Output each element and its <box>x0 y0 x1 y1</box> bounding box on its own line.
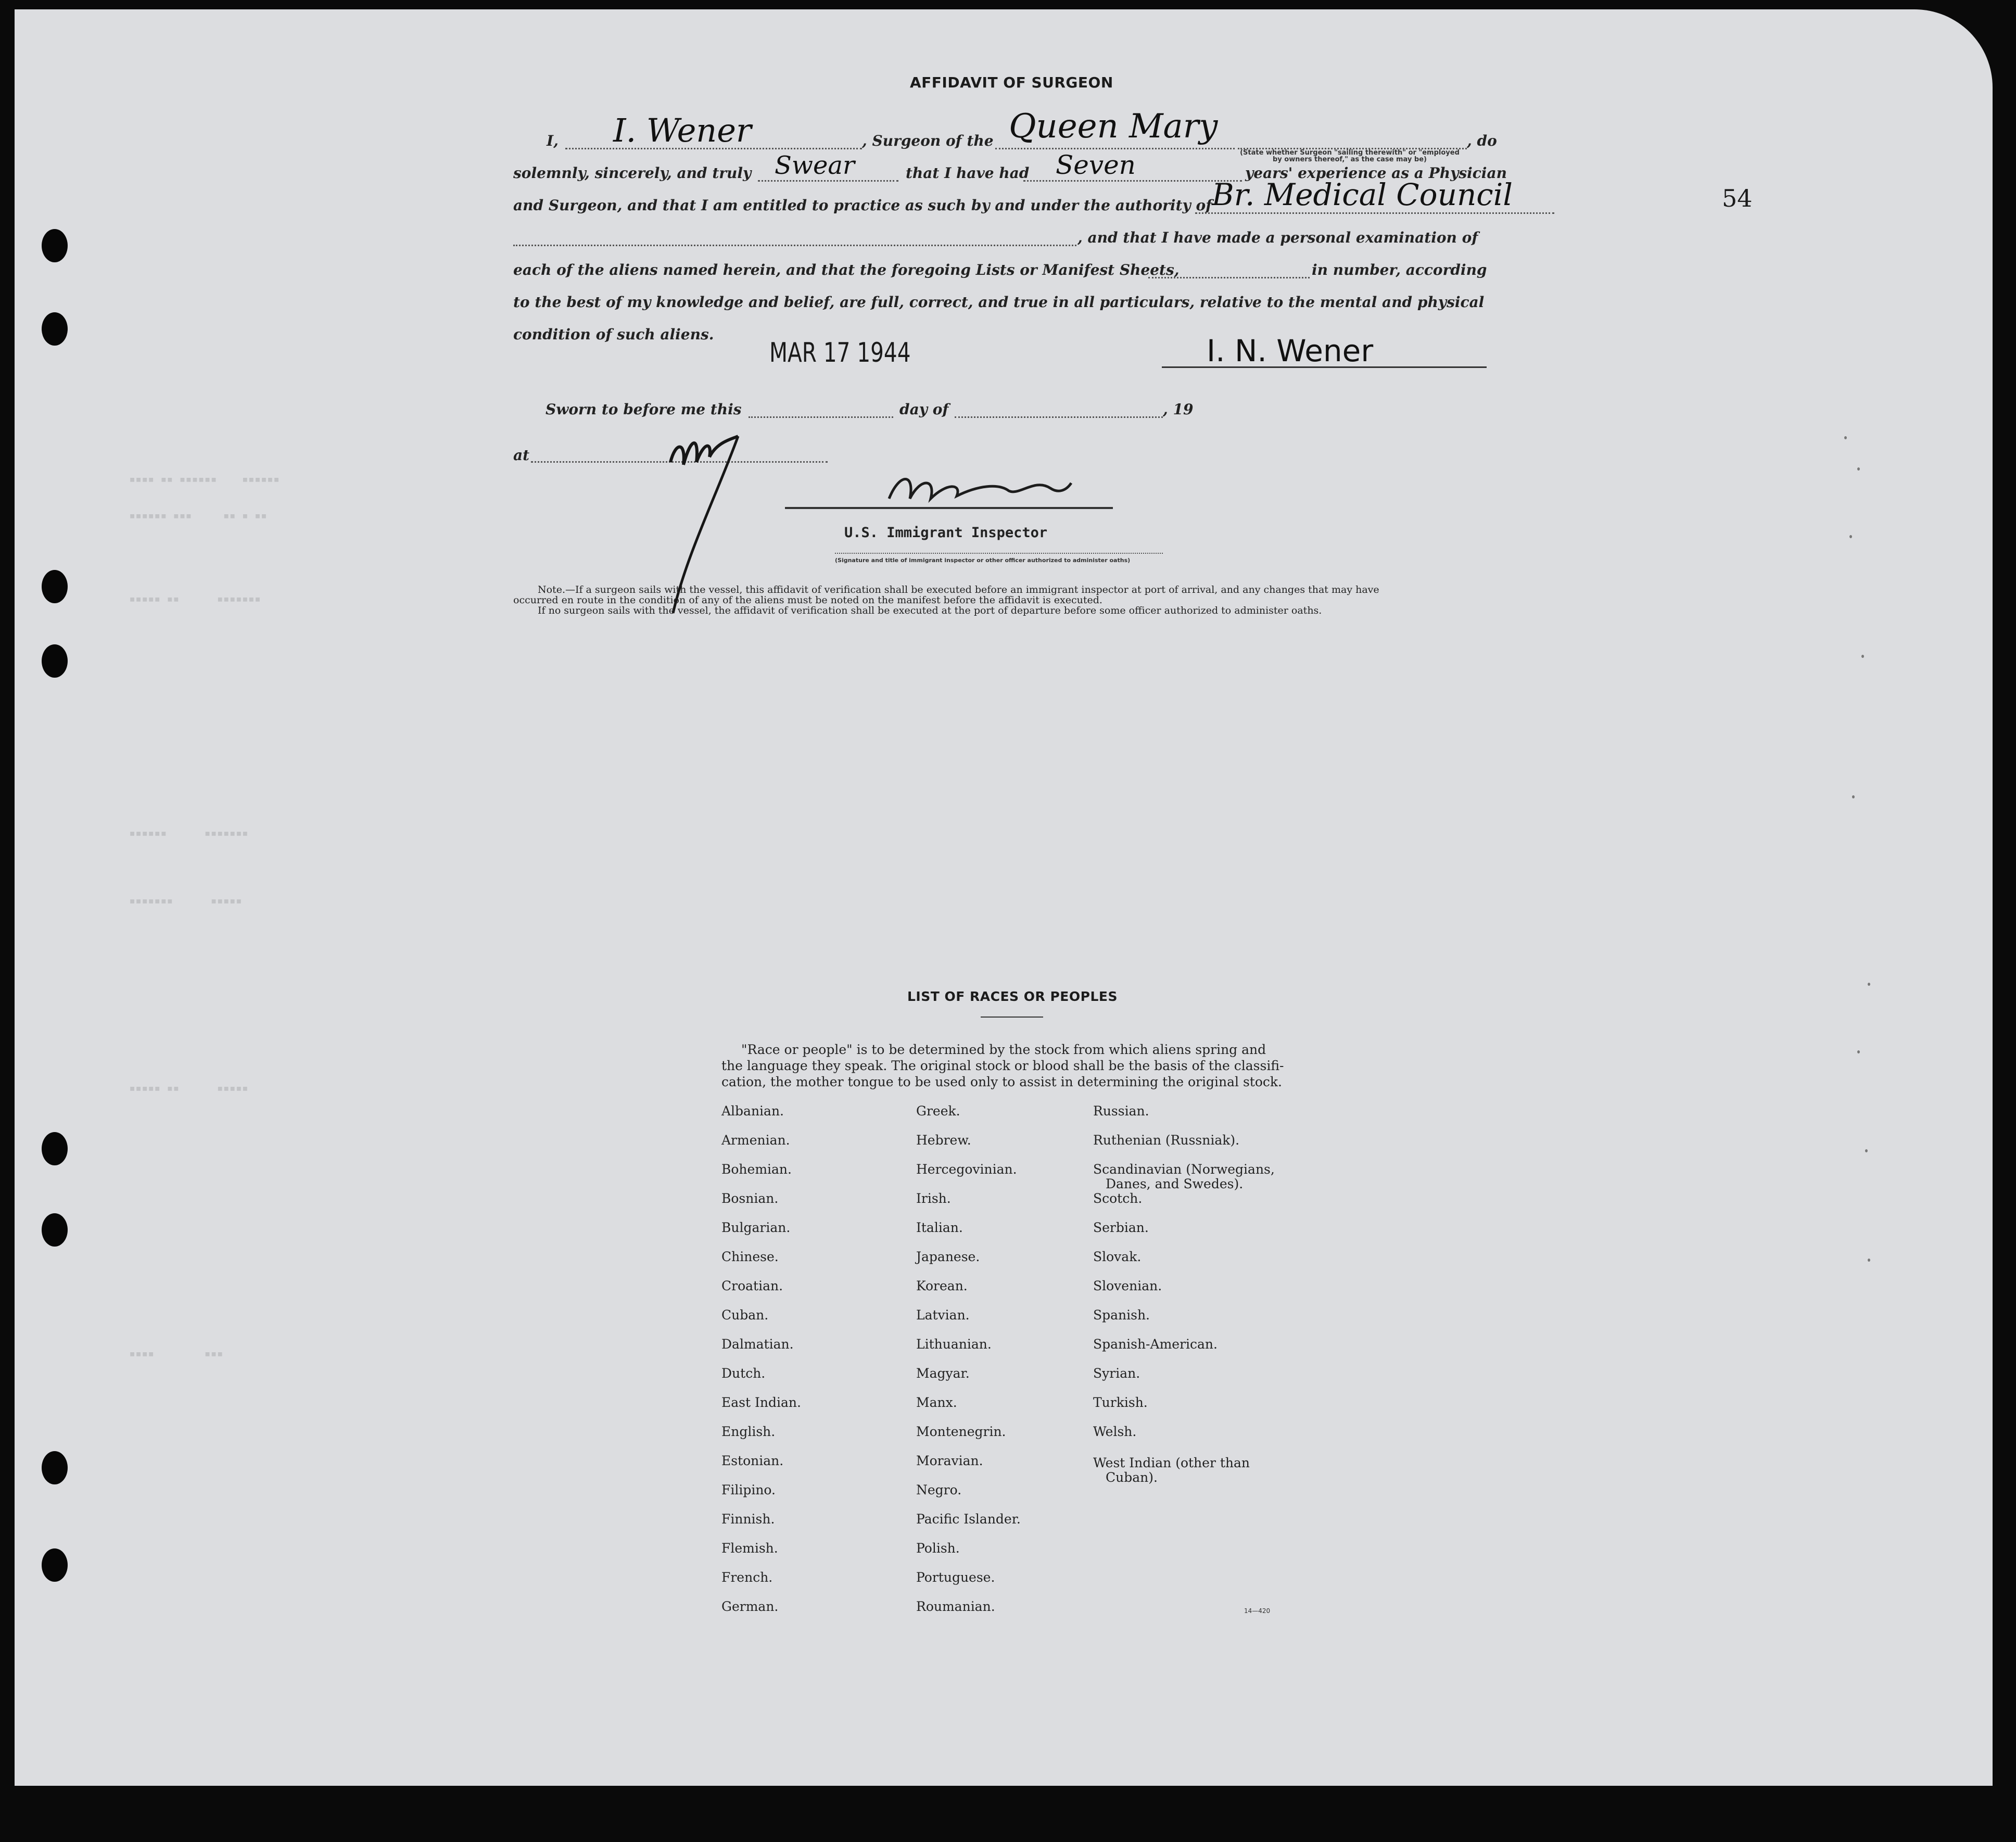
races-intro: the language they speak. The original stock or blood shall be the basis of the classifi- <box>721 1058 1284 1073</box>
ink-speck <box>1868 1259 1870 1262</box>
race-entry: Danes, and Swedes). <box>1106 1176 1244 1191</box>
show-through-text: ▪▪▪▪▪ ▪▪ ▪▪▪▪▪▪▪ <box>129 592 261 605</box>
surgeon-name-handwriting: I. Wener <box>613 111 752 149</box>
ink-speck <box>1844 436 1847 439</box>
heading-rule <box>981 1017 1043 1018</box>
fill-line <box>995 148 1235 149</box>
race-entry: Hebrew. <box>916 1133 971 1148</box>
race-entry: Lithuanian. <box>916 1337 992 1352</box>
sworn-text: at <box>513 447 530 464</box>
form-number: 14—420 <box>1244 1607 1271 1615</box>
race-entry: Spanish-American. <box>1093 1337 1218 1352</box>
race-entry: Roumanian. <box>916 1599 995 1614</box>
show-through-text: ▪▪▪▪ ▪▪▪ <box>129 1347 223 1360</box>
fill-line <box>1023 180 1242 182</box>
fill-line <box>513 245 1076 246</box>
fill-line <box>758 180 898 182</box>
race-entry: Turkish. <box>1093 1395 1148 1410</box>
affidavit-text: each of the aliens named herein, and that the foregoing Lists or Manifest Sheets, <box>513 261 1180 278</box>
race-entry: Greek. <box>916 1103 960 1119</box>
affidavit-text: years' experience as a Physician <box>1245 164 1507 182</box>
ink-speck <box>1849 535 1852 538</box>
race-entry: Cuban. <box>721 1307 769 1323</box>
show-through-text: ▪▪▪▪▪▪▪ ▪▪▪▪▪ <box>129 894 242 907</box>
race-entry: Dutch. <box>721 1366 766 1381</box>
race-entry: Cuban). <box>1106 1470 1158 1485</box>
note-text: If no surgeon sails with the vessel, the affidavit of verification shall be executed at the port of departure before some officer authorized to administer oaths. <box>538 605 1322 616</box>
ink-speck <box>1857 467 1860 471</box>
affidavit-text: , Surgeon of the <box>862 132 994 149</box>
race-entry: Slovak. <box>1093 1249 1142 1264</box>
race-entry: English. <box>721 1424 776 1439</box>
race-entry: Korean. <box>916 1278 968 1293</box>
affidavit-text: , and that I have made a personal examination of <box>1077 229 1478 246</box>
race-entry: Bosnian. <box>721 1191 779 1206</box>
inspector-signature-line <box>785 507 1113 509</box>
race-entry: Croatian. <box>721 1278 783 1293</box>
sworn-text: , 19 <box>1163 401 1194 418</box>
race-entry: Spanish. <box>1093 1307 1150 1323</box>
note-text: Note.—If a surgeon sails with the vessel, this affidavit of verification shall be executed before an immigrant inspector at port of arrival, and any changes that may have <box>538 584 1379 595</box>
race-entry: West Indian (other than <box>1093 1455 1250 1470</box>
affidavit-text: that I have had <box>906 164 1030 182</box>
ink-speck <box>1865 1149 1868 1152</box>
sworn-text: Sworn to before me this <box>546 401 742 418</box>
punch-hole <box>42 644 68 678</box>
race-entry: Portuguese. <box>916 1570 995 1585</box>
ink-speck <box>1861 655 1864 658</box>
show-through-text: ▪▪▪▪▪▪ ▪▪▪▪▪▪▪ <box>129 827 248 839</box>
show-through-text: ▪▪▪▪ ▪▪ ▪▪▪▪▪▪ ▪▪▪▪▪▪ <box>129 473 280 485</box>
fill-line <box>955 416 1163 418</box>
race-entry: Finnish. <box>721 1511 775 1527</box>
race-entry: Welsh. <box>1093 1424 1137 1439</box>
race-entry: Chinese. <box>721 1249 779 1264</box>
vessel-name-handwriting: Queen Mary <box>1009 107 1218 146</box>
years-handwriting: Seven <box>1056 150 1136 180</box>
race-entry: Irish. <box>916 1191 951 1206</box>
race-entry: Hercegovinian. <box>916 1162 1017 1177</box>
race-entry: Dalmatian. <box>721 1337 794 1352</box>
punch-hole <box>42 1548 68 1582</box>
race-entry: German. <box>721 1599 779 1614</box>
surgeon-signature: I. N. Wener <box>1207 333 1374 369</box>
sworn-text: day of <box>899 401 949 418</box>
race-entry: Serbian. <box>1093 1220 1149 1235</box>
races-heading: LIST OF RACES OR PEOPLES <box>907 989 1118 1004</box>
race-entry: Armenian. <box>721 1133 790 1148</box>
race-entry: Syrian. <box>1093 1366 1140 1381</box>
race-entry: Bohemian. <box>721 1162 792 1177</box>
date-stamp: MAR 17 1944 <box>769 337 911 369</box>
race-entry: Polish. <box>916 1541 960 1556</box>
ink-speck <box>1857 1050 1860 1053</box>
affidavit-text: , do <box>1467 132 1497 149</box>
race-entry: Flemish. <box>721 1541 778 1556</box>
fill-line <box>749 416 893 418</box>
races-intro: cation, the mother tongue to be used only to assist in determining the original stock. <box>721 1074 1282 1089</box>
inspector-caption: (Signature and title of immigrant inspector or other officer authorized to administer oaths) <box>835 557 1131 564</box>
punch-hole <box>42 229 68 262</box>
race-entry: Montenegrin. <box>916 1424 1006 1439</box>
affidavit-text: and Surgeon, and that I am entitled to practice as such by and under the authority of <box>513 197 1212 214</box>
fill-line <box>1195 212 1554 214</box>
inspector-title: U.S. Immigrant Inspector <box>844 525 1048 541</box>
authority-handwriting: Br. Medical Council <box>1212 177 1513 212</box>
race-entry: Estonian. <box>721 1453 784 1468</box>
race-entry: Scandinavian (Norwegians, <box>1093 1162 1275 1177</box>
race-entry: Slovenian. <box>1093 1278 1162 1293</box>
punch-hole <box>42 1132 68 1165</box>
signature-line <box>1162 366 1487 368</box>
race-entry: Filipino. <box>721 1482 776 1497</box>
ink-speck <box>1852 795 1855 798</box>
punch-hole <box>42 1213 68 1247</box>
oath-handwriting: Swear <box>775 151 855 180</box>
affidavit-text: I, <box>547 132 559 149</box>
race-entry: Russian. <box>1093 1103 1149 1119</box>
races-intro: "Race or people" is to be determined by the stock from which aliens spring and <box>741 1042 1266 1057</box>
show-through-text: ▪▪▪▪▪▪ ▪▪▪ ▪▪ ▪ ▪▪ <box>129 509 267 522</box>
show-through-text: ▪▪▪▪▪ ▪▪ ▪▪▪▪▪ <box>129 1082 248 1094</box>
race-entry: Albanian. <box>721 1103 784 1119</box>
ink-speck <box>1868 983 1870 986</box>
race-entry: Japanese. <box>916 1249 980 1264</box>
race-entry: Latvian. <box>916 1307 970 1323</box>
race-entry: Manx. <box>916 1395 957 1410</box>
affidavit-heading: AFFIDAVIT OF SURGEON <box>910 74 1113 91</box>
race-entry: Negro. <box>916 1482 962 1497</box>
punch-hole <box>42 312 68 346</box>
race-entry: Scotch. <box>1093 1191 1143 1206</box>
note-text: occurred en route in the condition of any of the aliens must be noted on the manifest before the affidavit is executed. <box>513 594 1102 606</box>
affidavit-text: condition of such aliens. <box>513 326 714 343</box>
race-entry: Bulgarian. <box>721 1220 791 1235</box>
affidavit-text: in number, according <box>1312 261 1487 278</box>
race-entry: Italian. <box>916 1220 963 1235</box>
race-entry: East Indian. <box>721 1395 801 1410</box>
affidavit-text: to the best of my knowledge and belief, are full, correct, and true in all particulars, relative to the mental and physical <box>513 294 1485 311</box>
race-entry: Moravian. <box>916 1453 983 1468</box>
fill-line <box>1148 277 1310 278</box>
punch-hole <box>42 1451 68 1484</box>
race-entry: Pacific Islander. <box>916 1511 1021 1527</box>
race-entry: Ruthenian (Russniak). <box>1093 1133 1240 1148</box>
affidavit-text: solemnly, sincerely, and truly <box>513 164 752 182</box>
fill-line <box>835 553 1163 554</box>
race-entry: French. <box>721 1570 773 1585</box>
punch-hole <box>42 570 68 603</box>
race-entry: Magyar. <box>916 1366 970 1381</box>
manifest-sheet <box>15 9 1993 1786</box>
page-number: 54 <box>1722 184 1753 212</box>
status-instruction: (State whether Surgeon "sailing therewith" or "employed by owners thereof," as the case may be) <box>1240 149 1460 163</box>
